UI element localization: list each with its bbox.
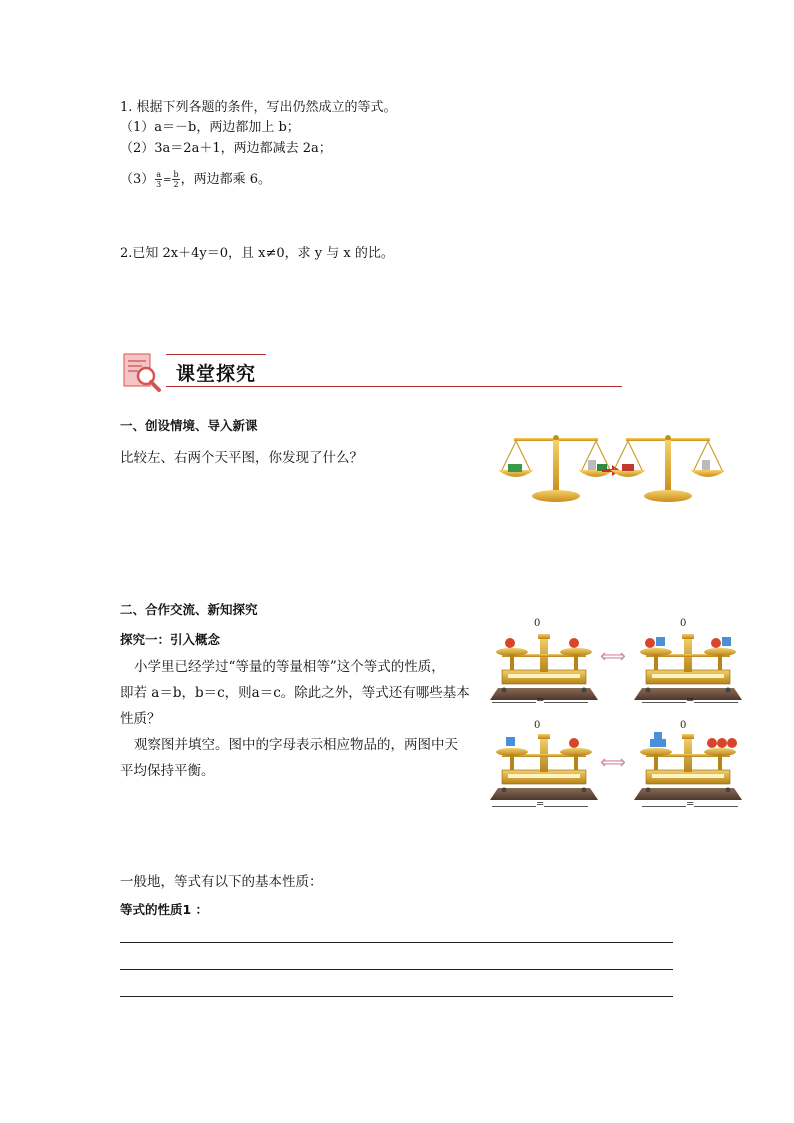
part1-text: 比较左、右两个天平图，你发现了什么？ xyxy=(120,450,363,466)
q1-item-3-equals: = xyxy=(163,175,172,186)
section-bottom-rule xyxy=(166,386,622,387)
answer-line[interactable] xyxy=(120,996,673,997)
blank-left[interactable] xyxy=(492,692,536,703)
answer-line[interactable] xyxy=(120,942,673,943)
scale-zero-mark: 0 xyxy=(534,720,541,731)
scale-zero-mark: 0 xyxy=(680,720,687,731)
part2-paragraph xyxy=(120,654,480,784)
double-arrow-icon: ⟺ xyxy=(600,646,626,667)
q2-text: 2.已知 2x＋4y＝0，且 x≠0，求 y 与 x 的比。 xyxy=(120,246,394,261)
property-1-label: 等式的性质1 ： xyxy=(120,902,209,917)
scale-zero-mark: 0 xyxy=(534,618,541,629)
fill-blank-equation: = xyxy=(492,692,588,706)
para1-line1: 小学里已经学过“等量的等量相等”这个等式的性质， xyxy=(134,659,445,675)
q1-item-2: （2）3a＝2a＋1，两边都减去 2a； xyxy=(120,141,332,156)
blank-right[interactable] xyxy=(544,796,588,807)
blank-left[interactable] xyxy=(642,796,686,807)
para1-line2: 即若 a＝b，b＝c，则a＝c。除此之外，等式还有哪些基本 xyxy=(120,685,470,701)
para2-line2: 平均保持平衡。 xyxy=(120,763,215,779)
blank-right[interactable] xyxy=(694,692,738,703)
q1-title: 1. 根据下列各题的条件，写出仍然成立的等式。 xyxy=(120,100,397,115)
part1-heading: 一、创设情境、导入新课 xyxy=(120,418,258,433)
q1-item-3-prefix: （3） xyxy=(120,172,155,187)
left-balance xyxy=(498,435,614,502)
fraction-b-over-2: $\frac{b}{2}$ xyxy=(173,170,179,189)
para1-line3: 性质？ xyxy=(120,711,161,727)
blank-left[interactable] xyxy=(492,796,536,807)
fill-blank-equation: = xyxy=(642,692,738,706)
beam-balances-illustration xyxy=(490,618,746,818)
double-arrow-icon: ⟺ xyxy=(600,752,626,773)
right-balance xyxy=(610,435,724,502)
q1-item-3 xyxy=(120,170,271,191)
fill-blank-equation: = xyxy=(492,796,588,810)
scale-zero-mark: 0 xyxy=(680,618,687,629)
part2-sub-heading: 探究一：引入概念 xyxy=(120,632,221,647)
section-title: 课堂探究 xyxy=(176,363,257,385)
blank-right[interactable] xyxy=(544,692,588,703)
section-top-rule xyxy=(166,354,266,355)
balance-comparison-illustration xyxy=(496,430,724,510)
fraction-a-over-3: $\frac{a}{3}$ xyxy=(156,170,162,189)
fill-blank-equation: = xyxy=(642,796,738,810)
answer-line[interactable] xyxy=(120,969,673,970)
q1-item-1: （1）a＝－b，两边都加上 b； xyxy=(120,120,300,135)
blank-right[interactable] xyxy=(694,796,738,807)
blank-left[interactable] xyxy=(642,692,686,703)
part2-heading: 二、合作交流、新知探究 xyxy=(120,602,258,617)
general-intro: 一般地，等式有以下的基本性质： xyxy=(120,874,323,890)
magnifier-document-icon xyxy=(122,352,162,392)
q1-item-3-suffix: ，两边都乘 6。 xyxy=(180,172,271,187)
para2-line1: 观察图并填空。图中的字母表示相应物品的，两图中天 xyxy=(134,737,458,753)
